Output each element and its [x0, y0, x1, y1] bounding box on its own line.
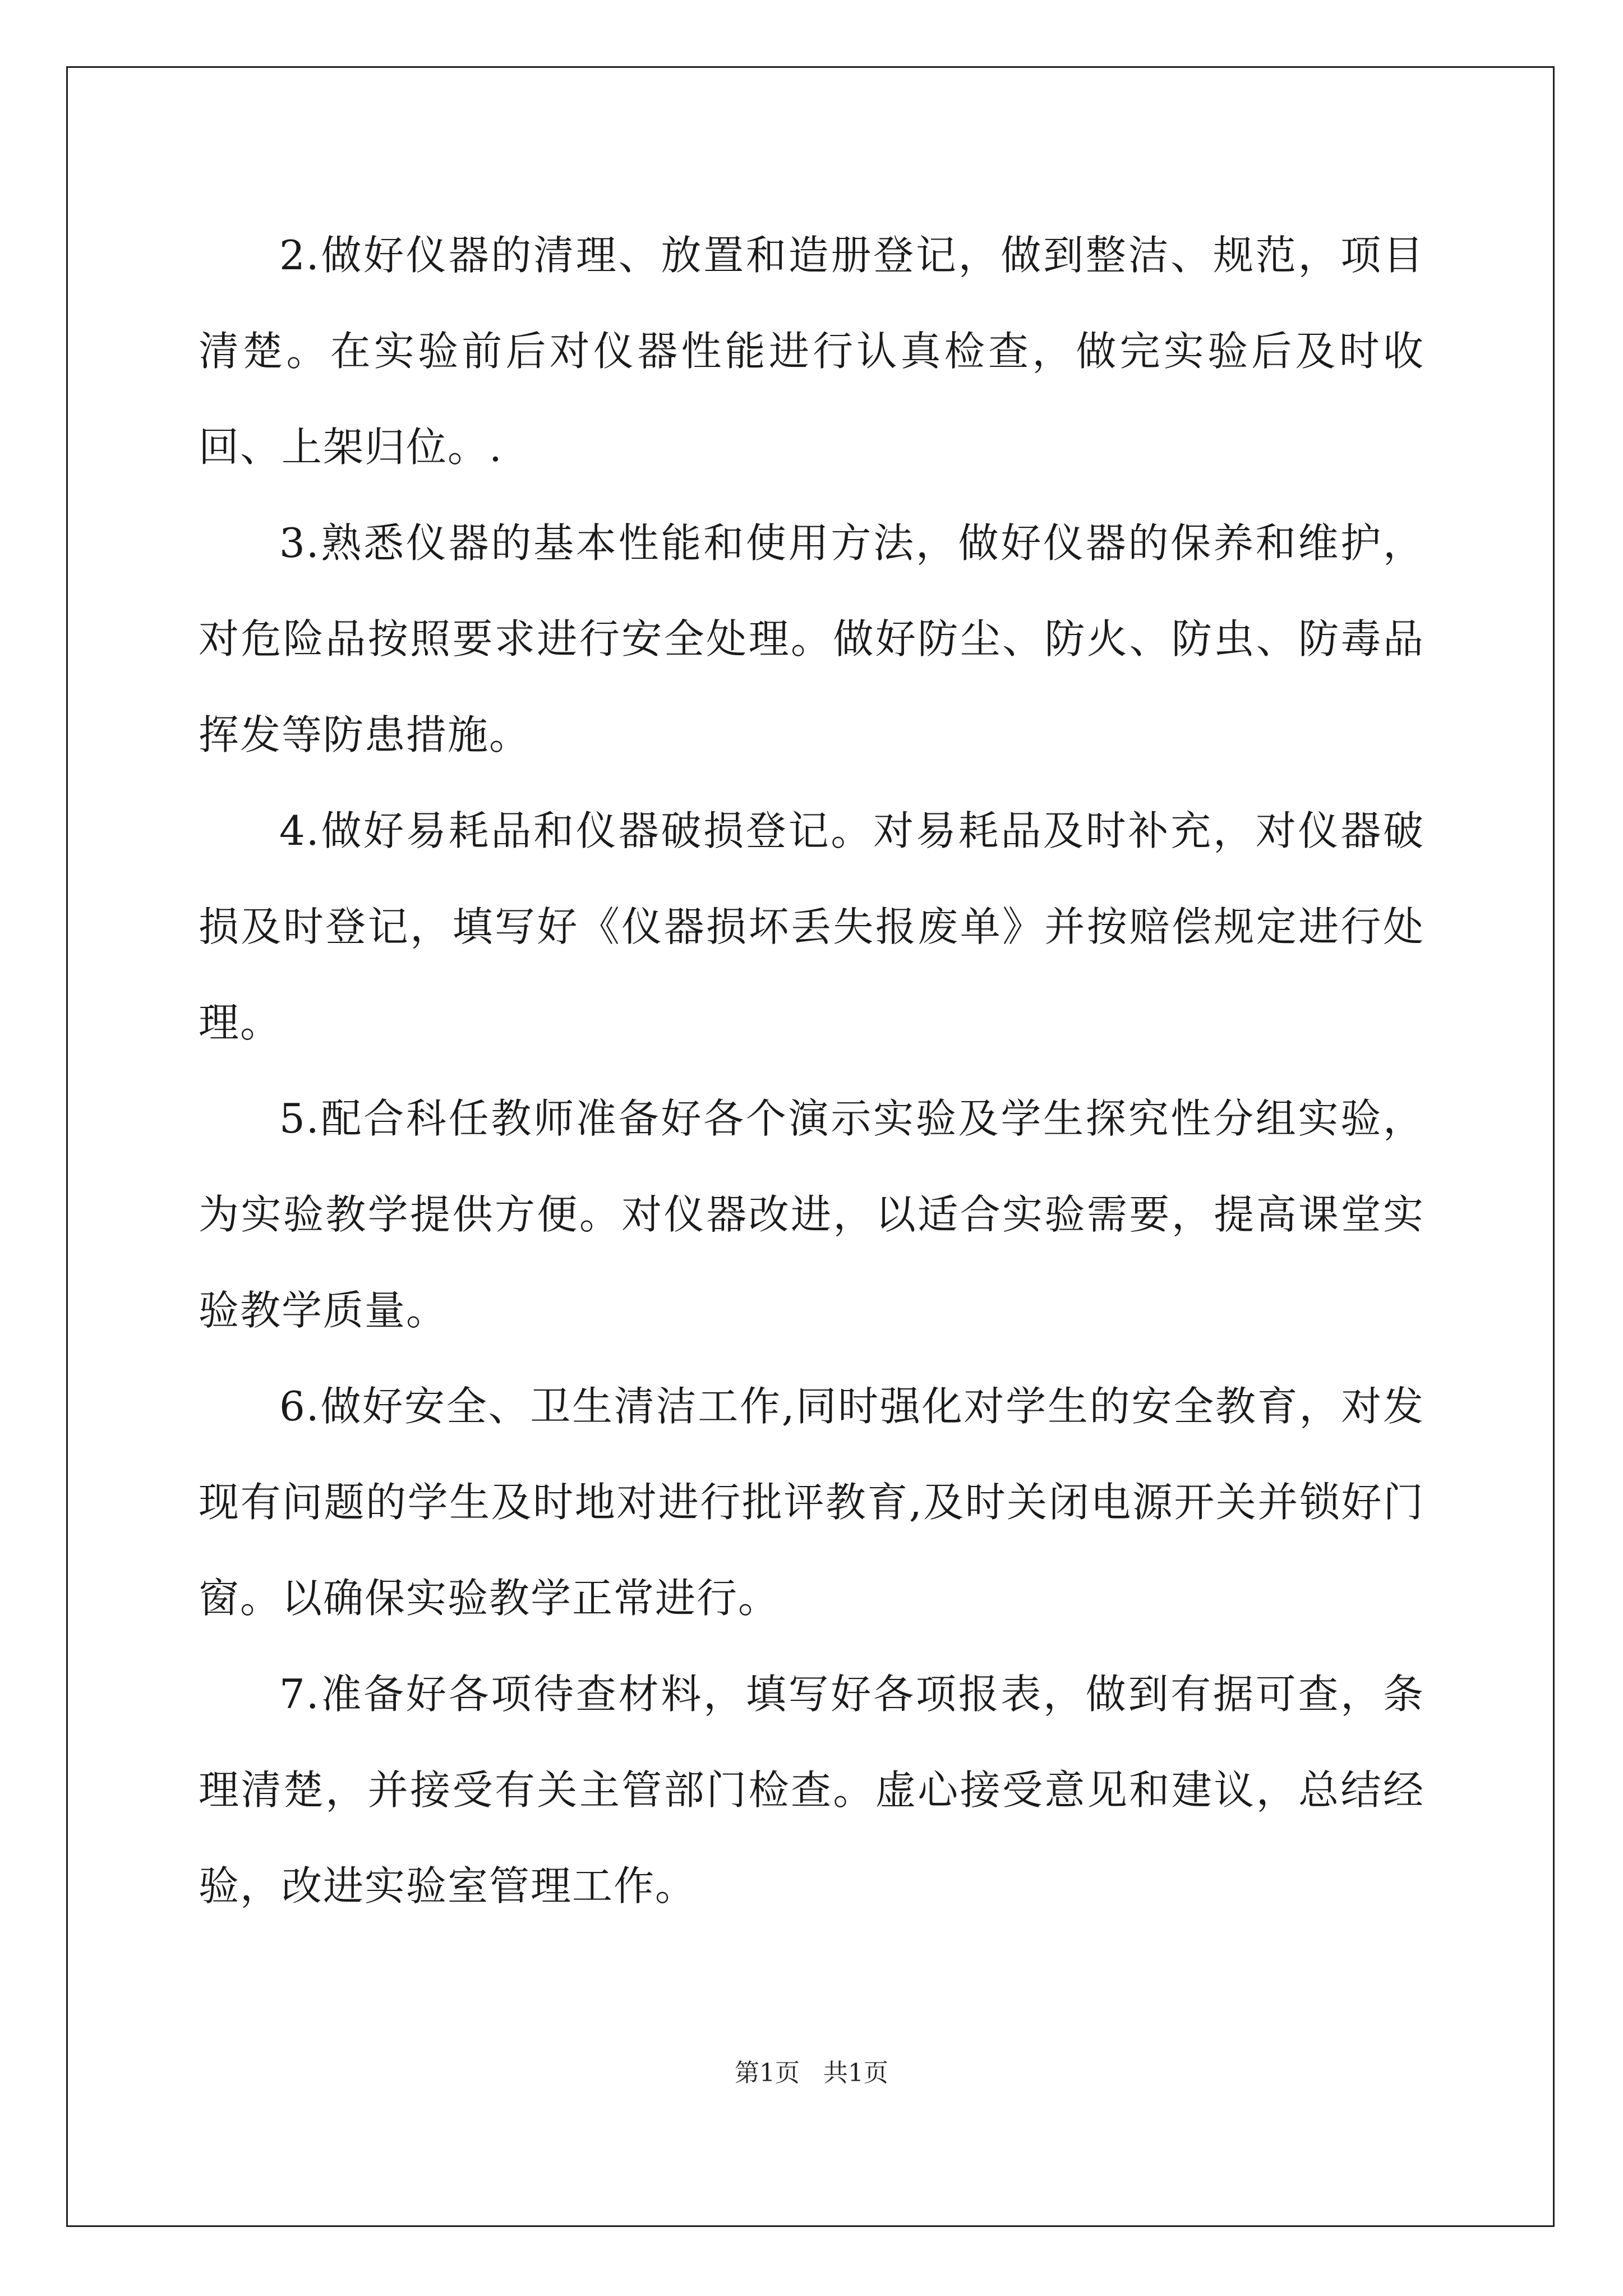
paragraph-4: 4.做好易耗品和仪器破损登记。对易耗品及时补充，对仪器破损及时登记，填写好《仪器损坏丢失报废单》并按赔偿规定进行处理。 — [199, 807, 1424, 1046]
page-footer — [0, 2058, 1623, 2089]
page-number: 第1页 — [735, 2059, 800, 2087]
paragraph-2: 2.做好仪器的清理、放置和造册登记，做到整洁、规范，项目清楚。在实验前后对仪器性能进行认真检查，做完实验后及时收回、上架归位。. — [199, 232, 1424, 471]
paragraph-6: 6.做好安全、卫生清洁工作,同时强化对学生的安全教育，对发现有问题的学生及时地对进行批评教育,及时关闭电源开关并锁好门窗。以确保实验教学正常进行。 — [199, 1383, 1424, 1622]
document-body — [199, 208, 1424, 1934]
page-total: 共1页 — [823, 2059, 888, 2087]
paragraph-3: 3.熟悉仪器的基本性能和使用方法，做好仪器的保养和维护，对危险品按照要求进行安全处理。做好防尘、防火、防虫、防毒品挥发等防患措施。 — [199, 519, 1424, 758]
paragraph-7: 7.准备好各项待查材料，填写好各项报表，做到有据可查，条理清楚，并接受有关主管部门检查。虚心接受意见和建议，总结经验，改进实验室管理工作。 — [199, 1671, 1424, 1910]
paragraph-5: 5.配合科任教师准备好各个演示实验及学生探究性分组实验，为实验教学提供方便。对仪器改进，以适合实验需要，提高课堂实验教学质量。 — [199, 1095, 1424, 1334]
